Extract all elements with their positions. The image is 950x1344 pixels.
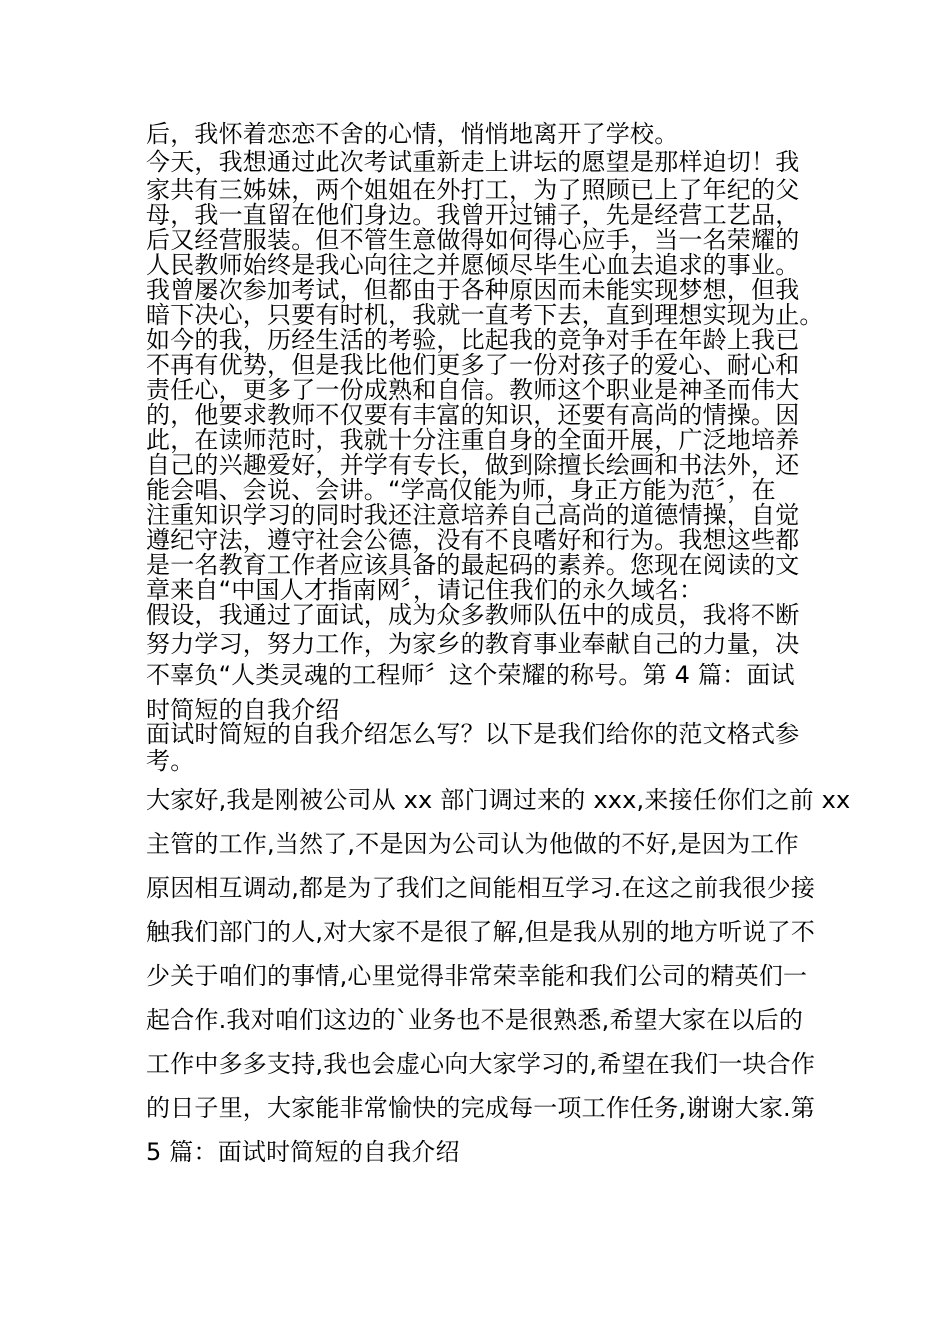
text-line: 母，我一直留在他们身边。我曾开过铺子，先是经营工艺品， [146, 201, 800, 229]
text-line: 遵纪守法，遵守社会公德，没有不良嗜好和行为。我想这些都 [146, 526, 800, 554]
text-line: 注重知识学习的同时我还注意培养自己高尚的道德情操，自觉 [146, 501, 800, 529]
text-line: 时简短的自我介绍 [146, 696, 340, 724]
text-line: 工作中多多支持,我也会虚心向大家学习的,希望在我们一块合作 [146, 1050, 816, 1078]
text-line: 能会唱、会说、会讲。“学高仅能为师，身正方能为范〞，在 [146, 476, 776, 504]
text-line: 章来自“中国人才指南网〞，请记住我们的永久域名： [146, 576, 704, 604]
text-line: 此，在读师范时，我就十分注重自身的全面开展，广泛地培养 [146, 426, 800, 454]
text-line: 如今的我，历经生活的考验，比起我的竞争对手在年龄上我已 [146, 326, 800, 354]
text-line: 少关于咱们的事情,心里觉得非常荣幸能和我们公司的精英们一 [146, 962, 808, 990]
text-line: 人民教师始终是我心向往之并愿倾尽毕生心血去追求的事业。 [146, 251, 800, 279]
text-line: 大家好,我是刚被公司从 xx 部门调过来的 xxx,来接任你们之前 xx [146, 786, 851, 814]
text-line: 考。 [146, 747, 195, 775]
text-line: 不辜负“人类灵魂的工程师〞这个荣耀的称号。第 4 篇：面试 [146, 661, 795, 689]
text-line: 假设，我通过了面试，成为众多教师队伍中的成员，我将不断 [146, 601, 800, 629]
text-line: 家共有三姊妹，两个姐姐在外打工，为了照顾已上了年纪的父 [146, 176, 800, 204]
text-line: 面试时简短的自我介绍怎么写？以下是我们给你的范文格式参 [146, 720, 800, 748]
text-line: 是一名教育工作者应该具备的最起码的素养。您现在阅读的文 [146, 551, 800, 579]
text-line: 今天，我想通过此次考试重新走上讲坛的愿望是那样迫切！我 [146, 148, 800, 176]
text-line: 后，我怀着恋恋不舍的心情，悄悄地离开了学校。 [146, 120, 679, 148]
text-line: 触我们部门的人,对大家不是很了解,但是我从别的地方听说了不 [146, 918, 816, 946]
text-line: 的日子里，大家能非常愉快的完成每一项工作任务,谢谢大家.第 [146, 1094, 816, 1122]
text-line: 原因相互调动,都是为了我们之间能相互学习.在这之前我很少接 [146, 874, 816, 902]
text-line: 我曾屡次参加考试，但都由于各种原因而未能实现梦想，但我 [146, 276, 800, 304]
text-line: 5 篇：面试时简短的自我介绍 [146, 1138, 460, 1166]
text-line: 主管的工作,当然了,不是因为公司认为他做的不好,是因为工作 [146, 830, 799, 858]
text-line: 暗下决心，只要有时机，我就一直考下去，直到理想实现为止。 [146, 301, 824, 329]
text-line: 的，他要求教师不仅要有丰富的知识，还要有高尚的情操。因 [146, 401, 800, 429]
text-line: 责任心，更多了一份成熟和自信。教师这个职业是神圣而伟大 [146, 376, 800, 404]
text-line: 后又经营服装。但不管生意做得如何得心应手，当一名荣耀的 [146, 226, 800, 254]
text-line: 努力学习，努力工作，为家乡的教育事业奉献自己的力量，决 [146, 630, 800, 658]
text-line: 自己的兴趣爱好，并学有专长，做到除擅长绘画和书法外，还 [146, 451, 800, 479]
text-line: 不再有优势，但是我比他们更多了一份对孩子的爱心、耐心和 [146, 351, 800, 379]
text-line: 起合作.我对咱们这边的`业务也不是很熟悉,希望大家在以后的 [146, 1006, 804, 1034]
